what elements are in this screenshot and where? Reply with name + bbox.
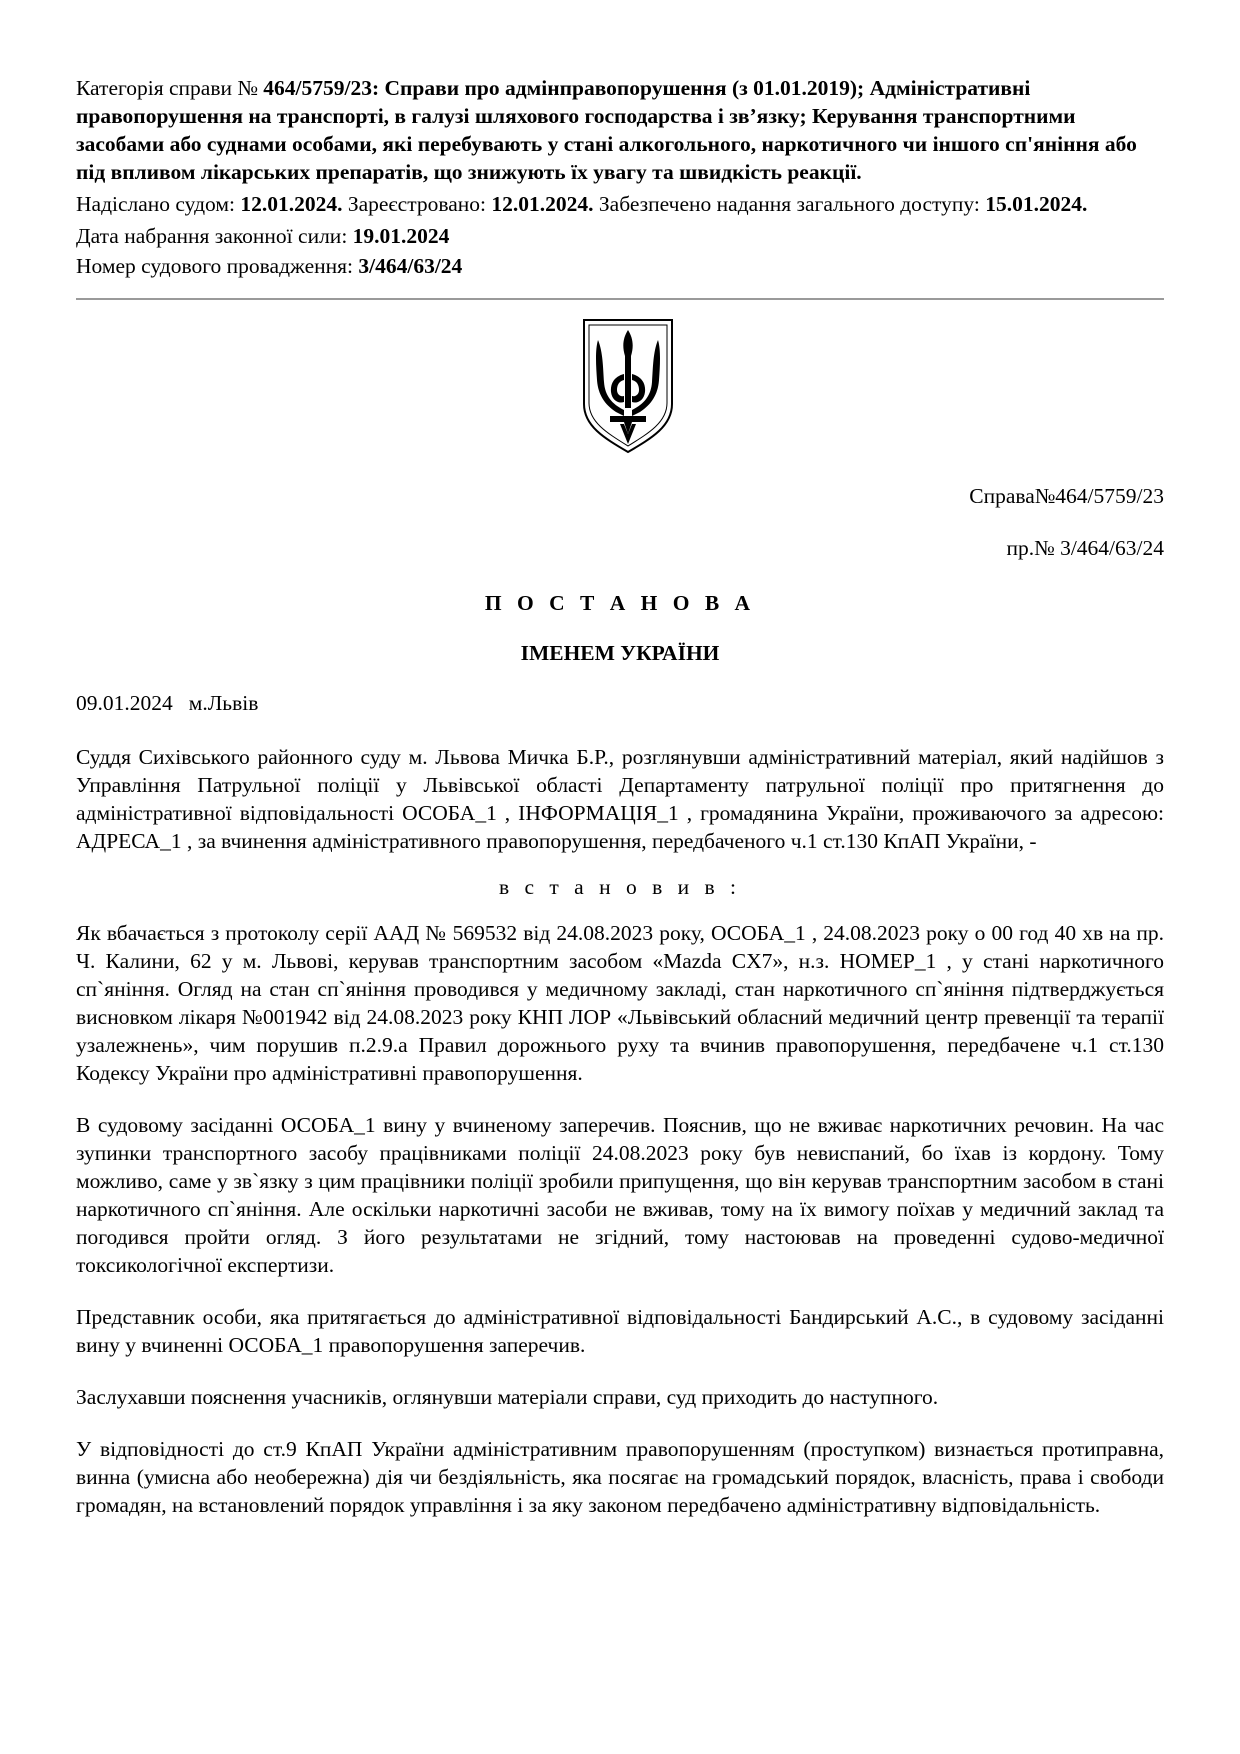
sent-date: 12.01.2024. [240,192,343,216]
proceeding-number-line [76,252,1164,280]
effective-label: Дата набрання законної сили: [76,224,353,248]
intro-paragraph: Суддя Сихівського районного суду м. Львова Мичка Б.Р., розглянувши адміністративний матеріал, який надійшов з Управління Патрульної поліції у Львівської області Департаменту патрульної поліції про притягнення до адміністративної відповідальності ОСОБА_1 , ІНФОРМАЦІЯ_1 , громадянина України, проживаючого за адресою: АДРЕСА_1 , за вчинення адміністративного правопорушення, передбаченого ч.1 ст.130 КпАП України, - [76,745,1164,853]
document-page [76,74,1164,1519]
document-title: П О С Т А Н О В А [484,591,756,615]
case-category [76,74,1164,186]
category-label: Категорія справи № [76,76,264,100]
proceeding-reference: пр.№ 3/464/63/24 [1006,536,1164,560]
access-date: 15.01.2024. [985,192,1088,216]
access-label: Забезпечено надання загального доступу: [593,192,986,216]
body-paragraph: У відповідності до ст.9 КпАП України адміністративним правопорушенням (проступком) визнається протиправна, винна (умисна або необережна) дія чи бездіяльність, яка посягає на громадський порядок, власність, права і свободи громадян, на встановлений порядок управління і за яку законом передбачено адміністративну відповідальність. [76,1437,1164,1517]
trident-coat-of-arms-icon [580,316,676,456]
category-number: 464/5759/23 [263,76,372,100]
registered-label: Зареєстровано: [342,192,492,216]
effective-date: 19.01.2024 [352,224,450,248]
resolution-date: 09.01.2024 [76,691,173,715]
effective-date-line [76,222,1164,250]
proceeding-label: Номер судового провадження: [76,254,359,278]
document-subtitle: ІМЕНЕМ УКРАЇНИ [520,641,720,665]
category-text: : Справи про адмінправопорушення (з 01.01.2019); Адміністративні правопорушення на транспорті, в галузі шляхового господарства і зв’язку; Керування транспортними засобами або суднами особами, які перебувають у стані алкогольного, наркотичного чи іншого сп'яніння або під впливом лікарських препаратів, що знижують їх увагу та швидкість реакції. [76,76,1137,184]
proceeding-number: 3/464/63/24 [358,254,463,278]
body-paragraph: Заслухавши пояснення учасників, оглянувши матеріали справи, суд приходить до наступного. [76,1385,939,1409]
sent-label: Надіслано судом: [76,192,241,216]
case-metadata [76,74,1164,280]
body-paragraph: В судовому засіданні ОСОБА_1 вину у вчиненому заперечив. Пояснив, що не вживає наркотичних речовин. На час зупинки транспортного засобу працівниками поліції 24.08.2023 року був невиспаний, бо їхав із кордону. Тому можливо, саме у зв`язку з цим працівники поліції зробили припущення, що він керував транспортним засобом в стані наркотичного сп`яніння. Але оскільки наркотичні засоби не вживав, тому на їх вимогу поїхав у медичний заклад та погодився пройти огляд. З його результатами не згідний, тому настоював на проведенні судово-медичної токсикологічної експертизи. [76,1113,1164,1277]
established-heading: в с т а н о в и в : [498,875,742,899]
emblem [76,316,1164,456]
registered-date: 12.01.2024. [491,192,594,216]
header-divider [76,298,1164,300]
publication-dates [76,190,1164,218]
body-paragraph: Представник особи, яка притягається до адміністративної відповідальності Бандирський А.С., в судовому засіданні вину у вчиненні ОСОБА_1 правопорушення заперечив. [76,1305,1164,1357]
body-paragraph: Як вбачається з протоколу серії ААД № 569532 від 24.08.2023 року, ОСОБА_1 , 24.08.2023 року о 00 год 40 хв на пр. Ч. Калини, 62 у м. Львові, керував транспортним засобом «Mazda CX7», н.з. НОМЕР_1 , у стані наркотичного сп`яніння. Огляд на стан сп`яніння проводився у медичному закладі, стан наркотичного сп`яніння підтверджується висновком лікаря №001942 від 24.08.2023 року КНП ЛОР «Львівський обласний медичний центр превенції та терапії узалежнень», чим порушив п.2.9.а Правил дорожнього руху та вчинив правопорушення, передбачене ч.1 ст.130 Кодексу України про адміністративні правопорушення. [76,921,1164,1085]
resolution-city: м.Львів [188,691,259,715]
case-number: Справа№464/5759/23 [969,484,1164,508]
date-and-place [76,689,1164,717]
